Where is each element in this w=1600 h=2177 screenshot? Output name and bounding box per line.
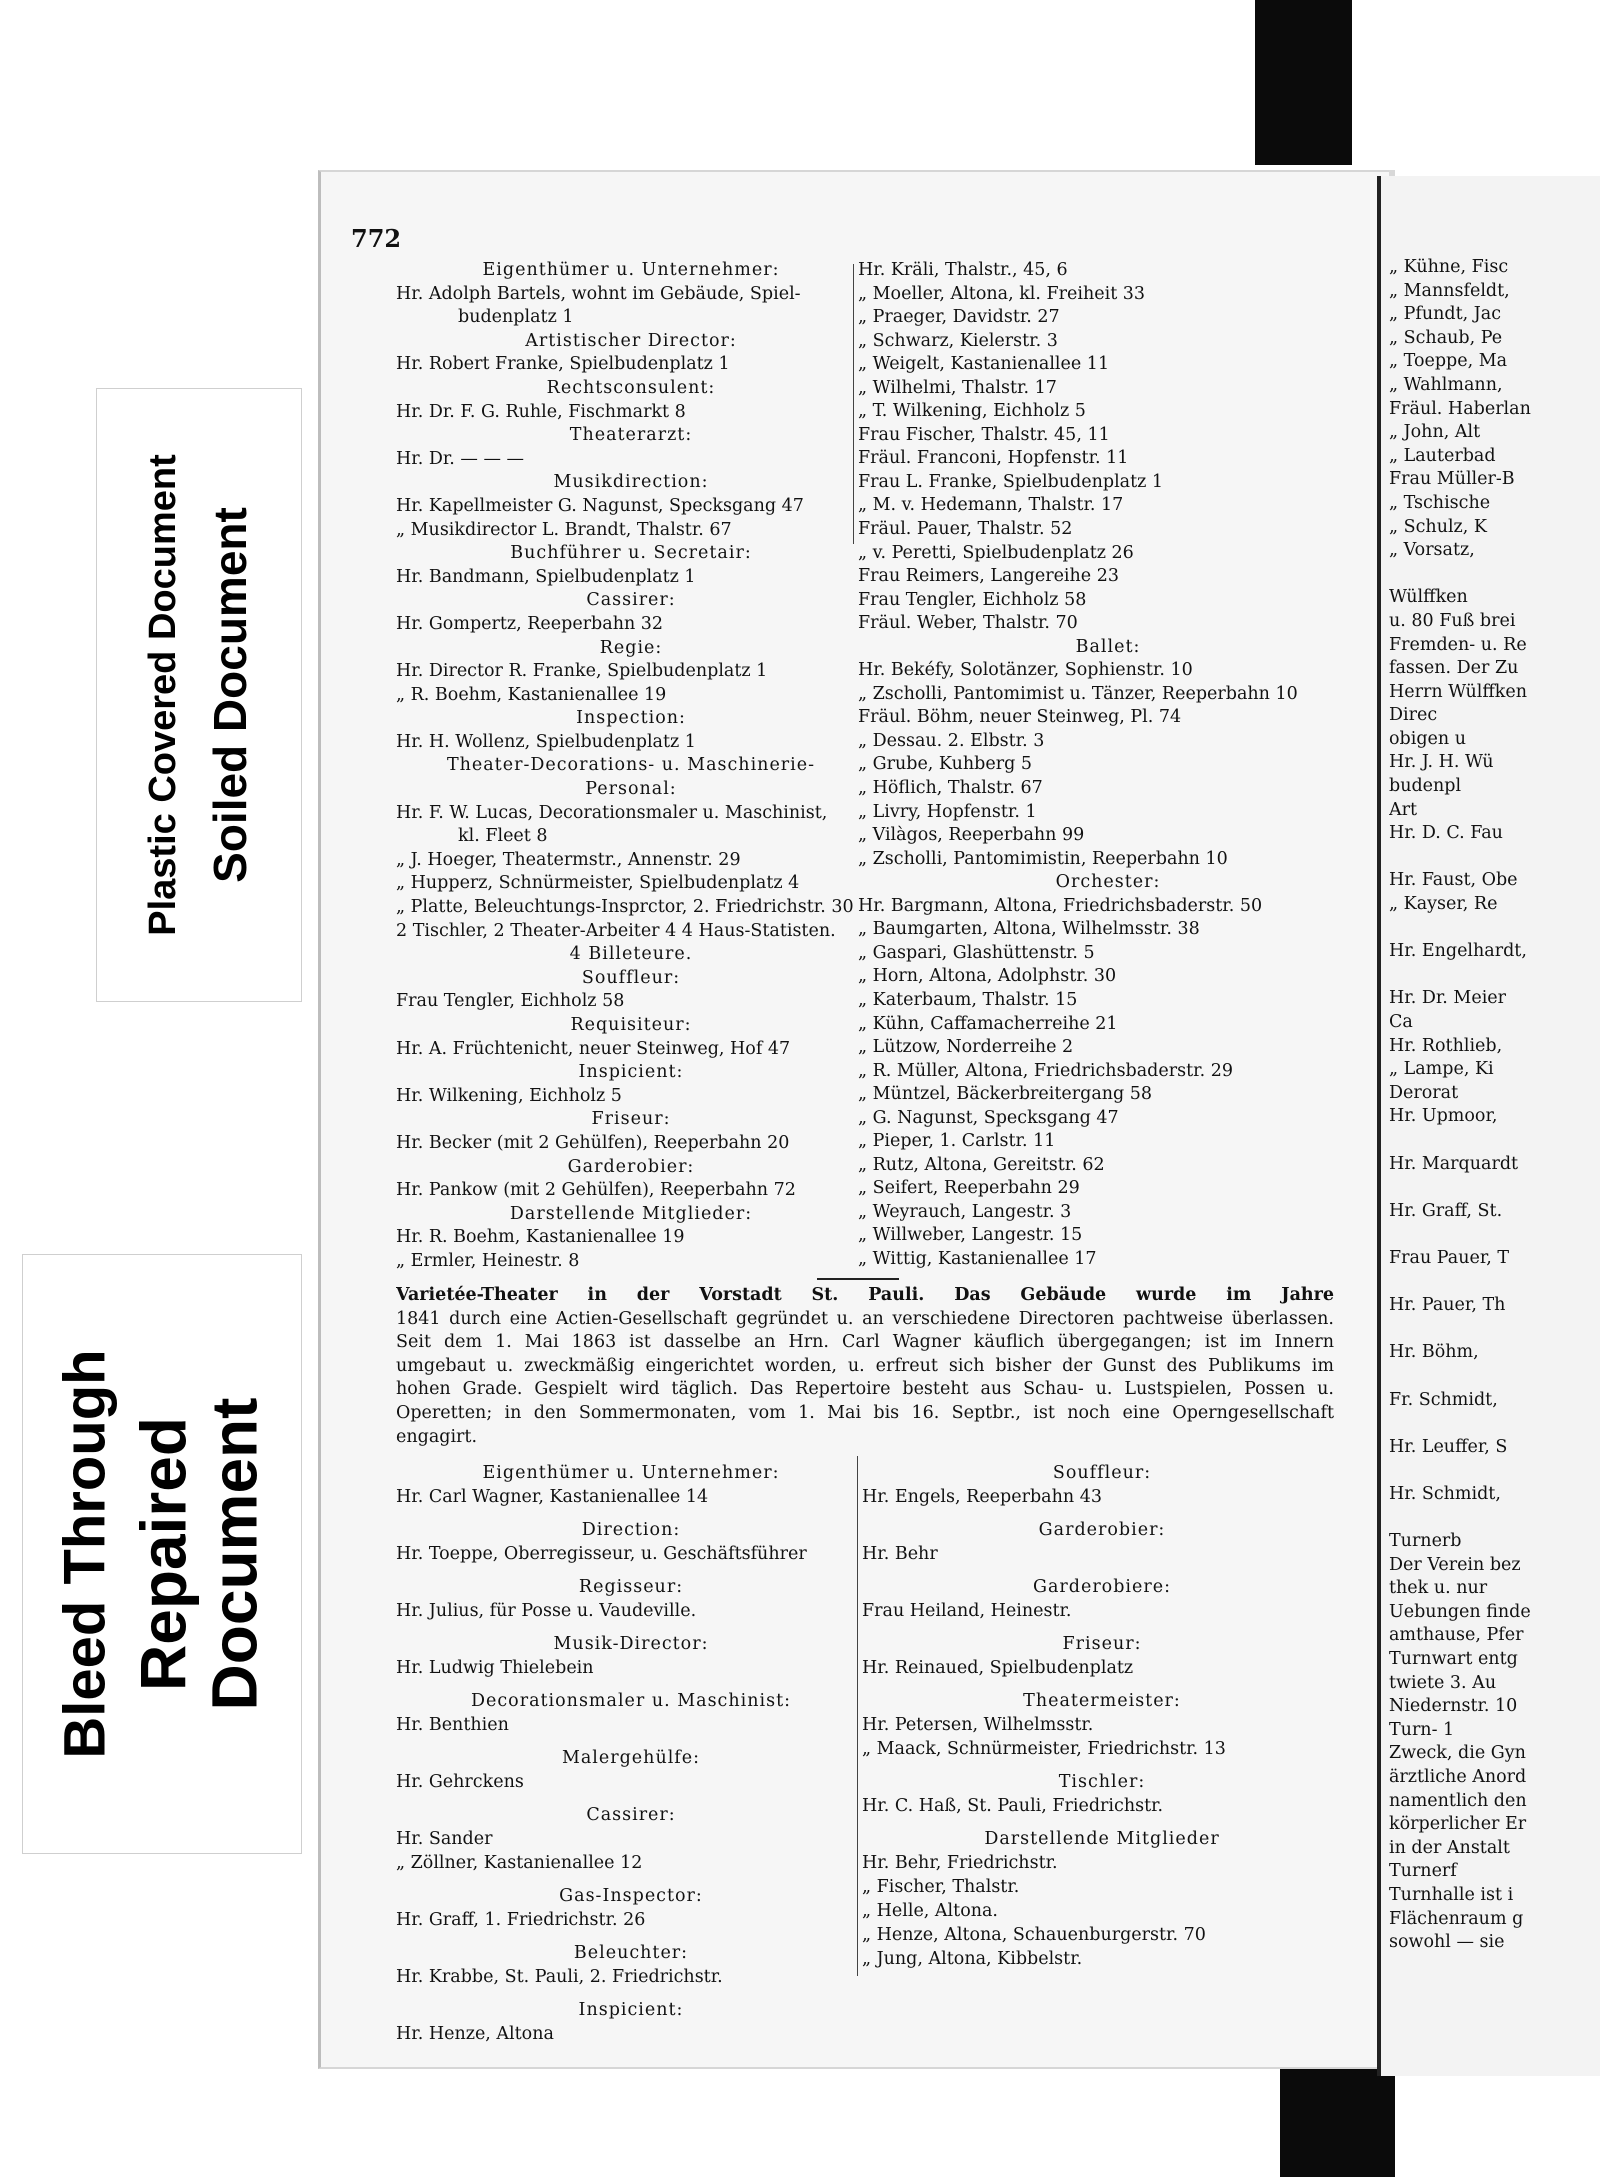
adjacent-page-line <box>1389 1318 1531 1342</box>
column-divider-bottom <box>857 1456 858 1976</box>
section-heading: Cassirer: <box>586 590 676 611</box>
adjacent-page-line: „ Schaub, Pe <box>1389 327 1503 348</box>
adjacent-page-line: „ Lauterbad <box>1389 445 1496 466</box>
entry-line: Hr. A. Früchtenicht, neuer Steinweg, Hof 47 <box>396 1038 791 1059</box>
entry-line: Hr. Benthien <box>396 1715 509 1735</box>
adjacent-page-line: „ Mannsfeldt, <box>1389 280 1510 301</box>
adjacent-page-line: Frau Pauer, T <box>1389 1247 1510 1268</box>
section-heading: Theatermeister: <box>1023 1691 1181 1711</box>
entry-line: Frau Fischer, Thalstr. 45, 11 <box>858 424 1110 445</box>
entry-line: Hr. Robert Franke, Spielbudenplatz 1 <box>396 354 730 375</box>
entry-line: „ Katerbaum, Thalstr. 15 <box>858 989 1078 1010</box>
section-heading: Malergehülfe: <box>561 1748 701 1768</box>
entry-line: Hr. Julius, für Posse u. Vaudeville. <box>396 1601 697 1621</box>
entry-line: „ Jung, Altona, Kibbelstr. <box>862 1949 1083 1969</box>
entry-line: Hr. Director R. Franke, Spielbudenplatz 1 <box>396 661 768 682</box>
adjacent-page-line: „ Wahlmann, <box>1389 374 1503 395</box>
entry-line: Hr. Becker (mit 2 Gehülfen), Reeperbahn 20 <box>396 1132 790 1153</box>
adjacent-page-line: Turnwart entg <box>1389 1649 1518 1670</box>
section-heading: Decorationsmaler u. Maschinist: <box>470 1691 792 1711</box>
adjacent-page-line: Fräul. Haberlan <box>1389 398 1531 419</box>
entry-line: Hr. Krabbe, St. Pauli, 2. Friedrichstr. <box>396 1967 723 1987</box>
adjacent-page-line: „ Kayser, Re <box>1389 894 1498 915</box>
section-heading: Garderobiere: <box>1032 1577 1171 1597</box>
adjacent-page-line: Ca <box>1389 1012 1413 1032</box>
entry-line: Hr. Petersen, Wilhelmsstr. <box>862 1715 1094 1735</box>
adjacent-page-line: „ Vorsatz, <box>1389 540 1475 561</box>
entry-line: Hr. Wilkening, Eichholz 5 <box>396 1085 622 1106</box>
section-heading: Inspection: <box>576 708 686 729</box>
entry-line: „ Musikdirector L. Brandt, Thalstr. 67 <box>396 519 732 540</box>
book-page <box>318 170 1389 2069</box>
entry-line: „ Zscholli, Pantomimistin, Reeperbahn 10 <box>858 848 1228 869</box>
adjacent-page-line <box>1389 1176 1531 1200</box>
adjacent-page-line: Direc <box>1389 705 1438 726</box>
entry-line: Hr. Gompertz, Reeperbahn 32 <box>396 613 664 634</box>
adjacent-page-line: Hr. Leuffer, S <box>1389 1436 1508 1457</box>
entry-line: „ Zscholli, Pantomimist u. Tänzer, Reeperbahn 10 <box>858 683 1298 704</box>
adjacent-page-column <box>1389 256 1531 1955</box>
entry-line: „ Platte, Beleuchtungs-Insprctor, 2. Friedrichstr. 30 <box>396 897 854 918</box>
entry-line: „ Höflich, Thalstr. 67 <box>858 778 1043 799</box>
entry-line: Hr. Toeppe, Oberregisseur, u. Geschäftsführer <box>396 1544 807 1564</box>
entry-line: Hr. Reinaued, Spielbudenplatz <box>862 1658 1134 1678</box>
entry-line: „ M. v. Hedemann, Thalstr. 17 <box>858 495 1124 516</box>
adjacent-page-line: „ Tschische <box>1389 492 1491 513</box>
tag-label-line: Plastic Covered Document <box>141 454 184 936</box>
section-heading: Cassirer: <box>586 1805 676 1825</box>
tag-label-line: Bleed Through <box>52 1349 118 1759</box>
adjacent-page-line: Hr. Rothlieb, <box>1389 1035 1503 1056</box>
entry-line: Hr. Behr <box>862 1544 938 1564</box>
entry-line: Hr. Kräli, Thalstr., 45, 6 <box>858 260 1068 280</box>
tag-label-bleed-repaired <box>22 1254 302 1854</box>
adjacent-page-line: Hr. Böhm, <box>1389 1342 1479 1363</box>
section-heading: Souffleur: <box>1052 1463 1152 1483</box>
entry-line: Hr. R. Boehm, Kastanienallee 19 <box>396 1227 685 1248</box>
section-heading: Rechtsconsulent: <box>546 377 716 398</box>
adjacent-page-line: Niedernstr. 10 <box>1389 1696 1518 1717</box>
adjacent-page-line: Hr. J. H. Wü <box>1389 752 1494 773</box>
entry-line: „ Fischer, Thalstr. <box>862 1877 1020 1897</box>
entry-line: Hr. Bandmann, Spielbudenplatz 1 <box>396 566 696 587</box>
theatre-description-paragraph <box>396 1284 1334 1449</box>
adjacent-page-line: twiete 3. Au <box>1389 1672 1497 1693</box>
adjacent-page-line: budenpl <box>1389 776 1462 797</box>
section-heading: Direction: <box>581 1520 681 1540</box>
adjacent-page-line: Uebungen finde <box>1389 1601 1531 1622</box>
adjacent-page-line: namentlich den <box>1389 1790 1527 1811</box>
adjacent-page-line: sowohl — sie <box>1389 1932 1505 1953</box>
section-heading: Friseur: <box>591 1109 671 1130</box>
section-heading: Eigenthümer u. Unternehmer: <box>482 260 780 280</box>
entry-line: „ v. Peretti, Spielbudenplatz 26 <box>858 542 1134 563</box>
entry-line: „ Hupperz, Schnürmeister, Spielbudenplatz 4 <box>396 873 800 894</box>
adjacent-page-line: „ Schulz, K <box>1389 516 1487 537</box>
paragraph-line: hohen Grade. Gespielt wird täglich. Das Repertoire besteht aus Schau- u. Lustspielen, Possen u. <box>396 1379 1334 1400</box>
adjacent-page-line <box>1389 917 1531 941</box>
adjacent-page-line: Hr. D. C. Fau <box>1389 823 1503 844</box>
adjacent-page-line: Hr. Faust, Obe <box>1389 870 1518 891</box>
entry-line: budenplatz 1 <box>458 307 574 328</box>
entry-line: Frau Heiland, Heinestr. <box>862 1601 1072 1621</box>
adjacent-page-line: „ Kühne, Fisc <box>1389 257 1509 277</box>
adjacent-page-line: Turnerb <box>1389 1531 1462 1552</box>
section-heading: 4 Billeteure. <box>569 944 693 965</box>
adjacent-page-line: Hr. Dr. Meier <box>1389 988 1507 1009</box>
column-top-right <box>858 259 1358 1272</box>
entry-line: Hr. Gehrckens <box>396 1772 524 1792</box>
adjacent-page-line: Hr. Marquardt <box>1389 1153 1519 1174</box>
paragraph-line: engagirt. <box>396 1426 478 1447</box>
adjacent-page-line: amthause, Pfer <box>1389 1625 1524 1646</box>
entry-line: Hr. Ludwig Thielebein <box>396 1658 594 1678</box>
column-bottom-right <box>862 1452 1342 1971</box>
section-heading: Tischler: <box>1058 1772 1146 1792</box>
entry-line: Hr. Graff, 1. Friedrichstr. 26 <box>396 1910 646 1930</box>
section-heading: Garderobier: <box>1038 1520 1166 1540</box>
adjacent-page-line: obigen u <box>1389 728 1466 749</box>
adjacent-page-line: thek u. nur <box>1389 1578 1488 1599</box>
paragraph-line: Operetten; in den Sommermonaten, vom 1. Mai bis 16. Septbr., ist noch eine Operngesellschaft <box>396 1402 1334 1423</box>
section-heading: Souffleur: <box>581 967 681 988</box>
section-heading: Personal: <box>585 779 677 800</box>
entry-line: Hr. Engels, Reeperbahn 43 <box>862 1487 1102 1507</box>
adjacent-page-line: Hr. Upmoor, <box>1389 1106 1498 1127</box>
entry-line: Hr. Henze, Altona <box>396 2024 554 2044</box>
entry-line: Fräul. Böhm, neuer Steinweg, Pl. 74 <box>858 707 1182 728</box>
section-heading: Artistischer Director: <box>525 330 737 351</box>
adjacent-page-line: in der Anstalt <box>1389 1837 1510 1858</box>
adjacent-page <box>1377 176 1600 2076</box>
adjacent-page-line: Turn- 1 <box>1389 1719 1455 1740</box>
entry-line: Frau Reimers, Langereihe 23 <box>858 566 1119 587</box>
entry-line: „ Ermler, Heinestr. 8 <box>396 1250 580 1271</box>
entry-line: „ Willweber, Langestr. 15 <box>858 1225 1083 1246</box>
tag-label-line: Repaired <box>127 1417 200 1691</box>
entry-line: Frau L. Franke, Spielbudenplatz 1 <box>858 471 1164 492</box>
entry-line: „ R. Boehm, Kastanienallee 19 <box>396 684 667 705</box>
adjacent-page-line <box>1389 1129 1531 1153</box>
tag-label-line: Document <box>198 1397 271 1711</box>
adjacent-page-line <box>1389 846 1531 870</box>
adjacent-page-line <box>1389 1459 1531 1483</box>
adjacent-page-line: Fr. Schmidt, <box>1389 1389 1498 1410</box>
adjacent-page-line <box>1389 1223 1531 1247</box>
adjacent-page-line: Frau Müller-B <box>1389 469 1515 490</box>
adjacent-page-line: Wülffken <box>1389 587 1468 608</box>
section-heading: Gas-Inspector: <box>559 1886 703 1906</box>
entry-line: „ Baumgarten, Altona, Wilhelmsstr. 38 <box>858 919 1200 940</box>
section-heading: Beleuchter: <box>573 1943 689 1963</box>
entry-line: „ Praeger, Davidstr. 27 <box>858 307 1060 328</box>
column-bottom-left <box>396 1452 866 2046</box>
entry-line: Hr. Pankow (mit 2 Gehülfen), Reeperbahn 72 <box>396 1180 796 1201</box>
entry-line: Hr. Adolph Bartels, wohnt im Gebäude, Spiel- <box>396 283 801 304</box>
entry-line: Hr. Behr, Friedrichstr. <box>862 1853 1058 1873</box>
entry-line: „ Lützow, Norderreihe 2 <box>858 1037 1074 1058</box>
entry-line: „ Vilàgos, Reeperbahn 99 <box>858 825 1085 846</box>
entry-line: „ Livry, Hopfenstr. 1 <box>858 801 1037 822</box>
section-heading: Ballet: <box>1075 636 1141 657</box>
entry-line: Hr. Dr. F. G. Ruhle, Fischmarkt 8 <box>396 401 686 422</box>
section-heading: Darstellende Mitglieder: <box>509 1203 753 1224</box>
entry-line: „ Wittig, Kastanienallee 17 <box>858 1248 1097 1269</box>
entry-line: „ Helle, Altona. <box>862 1901 998 1921</box>
entry-line: „ Henze, Altona, Schauenburgerstr. 70 <box>862 1925 1206 1945</box>
column-top-left <box>396 259 866 1274</box>
adjacent-page-line: Hr. Pauer, Th <box>1389 1295 1506 1316</box>
section-separator <box>817 1278 899 1280</box>
adjacent-page-line <box>1389 1365 1531 1389</box>
section-heading: Musikdirection: <box>553 472 709 493</box>
scan-bar-top <box>1255 0 1352 165</box>
column-divider-top <box>853 264 854 544</box>
entry-line: Frau Tengler, Eichholz 58 <box>858 589 1087 610</box>
adjacent-page-line: Turnhalle ist i <box>1389 1884 1514 1905</box>
entry-line: „ Horn, Altona, Adolphstr. 30 <box>858 966 1117 987</box>
entry-line: „ Kühn, Caffamacherreihe 21 <box>858 1013 1118 1034</box>
entry-line: Hr. Sander <box>396 1829 493 1849</box>
section-heading: Regisseur: <box>578 1577 684 1597</box>
entry-line: Fräul. Franconi, Hopfenstr. 11 <box>858 448 1129 469</box>
tag-label-line: Soiled Document <box>203 507 256 883</box>
adjacent-page-line <box>1389 964 1531 988</box>
section-heading: Requisiteur: <box>570 1015 692 1035</box>
entry-line: Hr. Kapellmeister G. Nagunst, Specksgang 47 <box>396 495 804 516</box>
adjacent-page-line: körperlicher Er <box>1389 1814 1527 1835</box>
entry-line: „ Grube, Kuhberg 5 <box>858 754 1032 775</box>
entry-line: „ Weyrauch, Langestr. 3 <box>858 1201 1072 1222</box>
section-heading: Orchester: <box>1055 872 1161 893</box>
section-heading: Friseur: <box>1062 1634 1142 1654</box>
adjacent-page-line <box>1389 1271 1531 1295</box>
section-heading: Musik-Director: <box>553 1634 709 1654</box>
entry-line: „ Zöllner, Kastanienallee 12 <box>396 1853 643 1873</box>
paragraph-line: Seit dem 1. Mai 1863 ist dasselbe an Hrn. Carl Wagner käuflich übergegangen; ist im Innern <box>396 1332 1334 1353</box>
adjacent-page-line: Turnerf <box>1389 1861 1457 1882</box>
entry-line: Hr. H. Wollenz, Spielbudenplatz 1 <box>396 731 696 752</box>
paragraph-line: Varietée-Theater in der Vorstadt St. Pauli. Das Gebäude wurde im Jahre <box>396 1285 1334 1305</box>
entry-line: Hr. Carl Wagner, Kastanienallee 14 <box>396 1487 709 1507</box>
paragraph-line: umgebaut u. zweckmäßig eingerichtet worden, u. erfreut sich bisher der Gunst des Publikums im <box>396 1355 1334 1376</box>
adjacent-page-line: Zweck, die Gyn <box>1389 1743 1526 1764</box>
adjacent-page-line: „ Lampe, Ki <box>1389 1059 1494 1080</box>
adjacent-page-line: „ Pfundt, Jac <box>1389 304 1502 325</box>
section-heading: Inspicient: <box>578 2000 684 2020</box>
entry-line: Hr. F. W. Lucas, Decorationsmaler u. Maschinist, <box>396 802 828 823</box>
adjacent-page-line: u. 80 Fuß brei <box>1389 610 1516 631</box>
adjacent-page-line: Art <box>1389 799 1418 820</box>
entry-line: Hr. C. Haß, St. Pauli, Friedrichstr. <box>862 1796 1164 1816</box>
paragraph-line: 1841 durch eine Actien-Gesellschaft gegründet u. an verschiedene Directoren pachtweise überlassen. <box>396 1308 1334 1329</box>
entry-line: Fräul. Weber, Thalstr. 70 <box>858 613 1078 634</box>
entry-line: „ Dessau. 2. Elbstr. 3 <box>858 730 1045 751</box>
section-heading: Buchführer u. Secretair: <box>510 543 752 564</box>
page-number: 772 <box>351 224 402 253</box>
section-heading: Darstellende Mitglieder <box>984 1829 1220 1849</box>
section-heading: Garderobier: <box>567 1156 695 1177</box>
entry-line: „ T. Wilkening, Eichholz 5 <box>858 401 1086 422</box>
adjacent-page-line: Der Verein bez <box>1389 1554 1521 1575</box>
entry-line: „ Maack, Schnürmeister, Friedrichstr. 13 <box>862 1739 1226 1759</box>
entry-line: kl. Fleet 8 <box>458 826 548 847</box>
adjacent-page-line <box>1389 1412 1531 1436</box>
adjacent-page-line: ärztliche Anord <box>1389 1767 1527 1787</box>
entry-line: „ Moeller, Altona, kl. Freiheit 33 <box>858 283 1146 304</box>
entry-line: „ Müntzel, Bäckerbreitergang 58 <box>858 1084 1153 1105</box>
adjacent-page-line: Hr. Schmidt, <box>1389 1483 1501 1504</box>
entry-line: „ Schwarz, Kielerstr. 3 <box>858 330 1058 351</box>
entry-line: „ Weigelt, Kastanienallee 11 <box>858 354 1110 375</box>
entry-line: Frau Tengler, Eichholz 58 <box>396 991 625 1012</box>
adjacent-page-line: „ Toeppe, Ma <box>1389 351 1508 372</box>
section-heading: Theater-Decorations- u. Maschinerie- <box>446 755 816 776</box>
adjacent-page-line <box>1389 1506 1531 1530</box>
entry-line: Fräul. Pauer, Thalstr. 52 <box>858 519 1073 540</box>
section-heading: Regie: <box>599 637 663 658</box>
section-heading: Eigenthümer u. Unternehmer: <box>482 1463 780 1483</box>
adjacent-page-line: Fremden- u. Re <box>1389 634 1527 655</box>
adjacent-page-line: Derorat <box>1389 1082 1459 1103</box>
entry-line: „ Gaspari, Glashüttenstr. 5 <box>858 942 1095 963</box>
entry-line: „ R. Müller, Altona, Friedrichsbaderstr. 29 <box>858 1060 1233 1081</box>
section-heading: Theaterarzt: <box>569 425 693 446</box>
adjacent-page-line: „ John, Alt <box>1389 422 1481 443</box>
tag-label-plastic-soiled <box>96 388 302 1002</box>
entry-line: Hr. Bargmann, Altona, Friedrichsbaderstr. 50 <box>858 895 1263 916</box>
adjacent-page-line <box>1389 563 1531 587</box>
entry-line: „ Pieper, 1. Carlstr. 11 <box>858 1131 1056 1152</box>
section-heading: Inspicient: <box>578 1062 684 1083</box>
entry-line: „ Wilhelmi, Thalstr. 17 <box>858 377 1057 398</box>
adjacent-page-line: Hr. Engelhardt, <box>1389 941 1527 962</box>
entry-line: Hr. Dr. — — — <box>396 448 525 469</box>
adjacent-page-line: fassen. Der Zu <box>1389 658 1519 679</box>
entry-line: „ J. Hoeger, Theatermstr., Annenstr. 29 <box>396 849 741 870</box>
entry-line: „ G. Nagunst, Specksgang 47 <box>858 1107 1119 1128</box>
adjacent-page-line: Hr. Graff, St. <box>1389 1200 1503 1221</box>
entry-line: Hr. Bekéfy, Solotänzer, Sophienstr. 10 <box>858 660 1193 681</box>
entry-line: 2 Tischler, 2 Theater-Arbeiter 4 4 Haus-Statisten. <box>396 920 836 941</box>
entry-line: „ Rutz, Altona, Gereitstr. 62 <box>858 1154 1105 1175</box>
adjacent-page-line: Herrn Wülffken <box>1389 681 1527 702</box>
entry-line: „ Seifert, Reeperbahn 29 <box>858 1178 1080 1199</box>
adjacent-page-line: Flächenraum g <box>1389 1908 1524 1929</box>
